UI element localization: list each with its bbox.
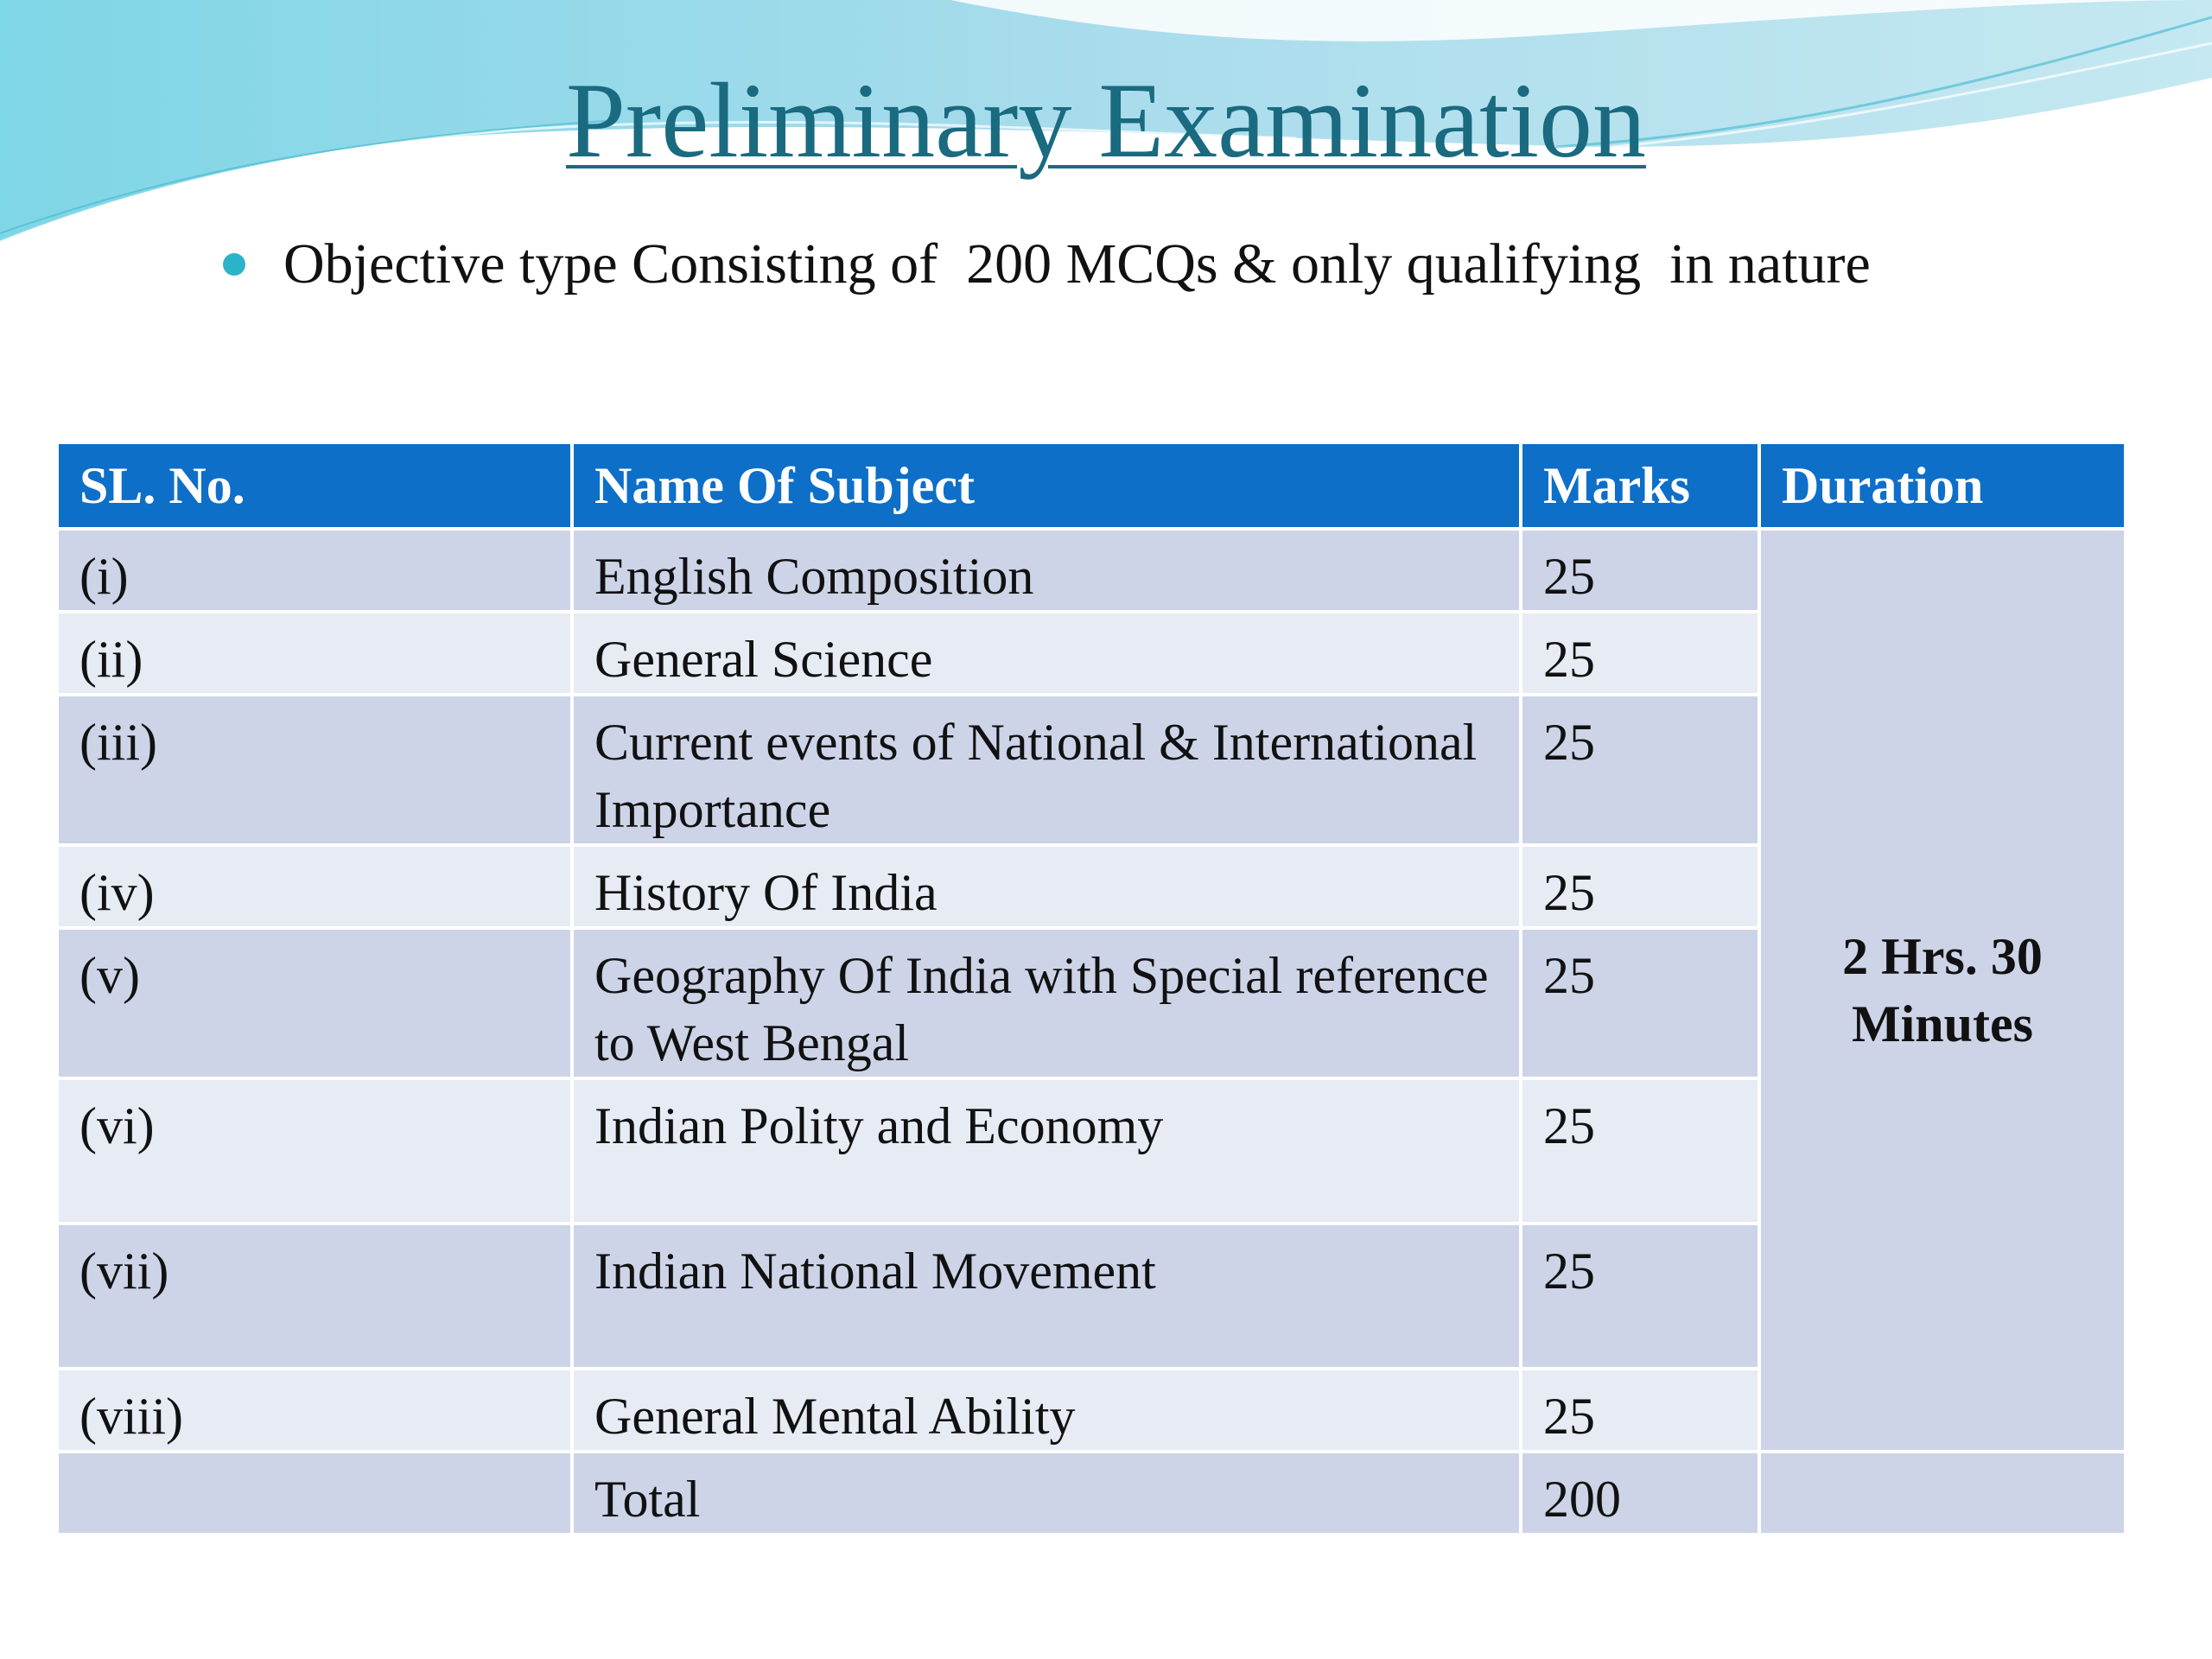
subject-cell: Geography Of India with Special reference to West Bengal bbox=[574, 930, 1519, 1077]
header-duration: Duration bbox=[1761, 444, 2124, 527]
sl-cell: (v) bbox=[59, 930, 570, 1077]
marks-cell: 25 bbox=[1522, 696, 1758, 843]
sl-cell: (ii) bbox=[59, 613, 570, 693]
subjects-table bbox=[55, 441, 2127, 1536]
subject-cell: General Science bbox=[574, 613, 1519, 693]
marks-cell: 25 bbox=[1522, 613, 1758, 693]
marks-cell: 25 bbox=[1522, 847, 1758, 926]
sl-cell: (vii) bbox=[59, 1225, 570, 1367]
total-label-cell: Total bbox=[574, 1453, 1519, 1533]
header-subject: Name Of Subject bbox=[574, 444, 1519, 527]
total-marks-cell: 200 bbox=[1522, 1453, 1758, 1533]
total-duration-cell bbox=[1761, 1453, 2124, 1533]
subject-cell: History Of India bbox=[574, 847, 1519, 926]
marks-cell: 25 bbox=[1522, 531, 1758, 610]
sl-cell: (viii) bbox=[59, 1370, 570, 1450]
duration-cell: 2 Hrs. 30 Minutes bbox=[1761, 531, 2124, 1450]
subject-cell: Indian Polity and Economy bbox=[574, 1080, 1519, 1222]
header-sl-no: SL. No. bbox=[59, 444, 570, 527]
subject-cell: English Composition bbox=[574, 531, 1519, 610]
sl-cell: (iv) bbox=[59, 847, 570, 926]
subject-cell: Indian National Movement bbox=[574, 1225, 1519, 1367]
page-title: Preliminary Examination bbox=[565, 61, 1647, 180]
subject-cell: General Mental Ability bbox=[574, 1370, 1519, 1450]
sl-cell: (i) bbox=[59, 531, 570, 610]
marks-cell: 25 bbox=[1522, 930, 1758, 1077]
bullet-text: Objective type Consisting of 200 MCQs & only qualifying in nature bbox=[283, 232, 1871, 296]
table-header-row bbox=[59, 444, 2124, 527]
marks-cell: 25 bbox=[1522, 1080, 1758, 1222]
sl-cell: (vi) bbox=[59, 1080, 570, 1222]
total-row bbox=[59, 1453, 2124, 1533]
sl-cell: (iii) bbox=[59, 696, 570, 843]
total-sl-cell bbox=[59, 1453, 570, 1533]
header-marks: Marks bbox=[1522, 444, 1758, 527]
marks-cell: 25 bbox=[1522, 1225, 1758, 1367]
subject-cell: Current events of National & International Importance bbox=[574, 696, 1519, 843]
table-row bbox=[59, 531, 2124, 610]
marks-cell: 25 bbox=[1522, 1370, 1758, 1450]
bullet-icon bbox=[223, 253, 245, 276]
